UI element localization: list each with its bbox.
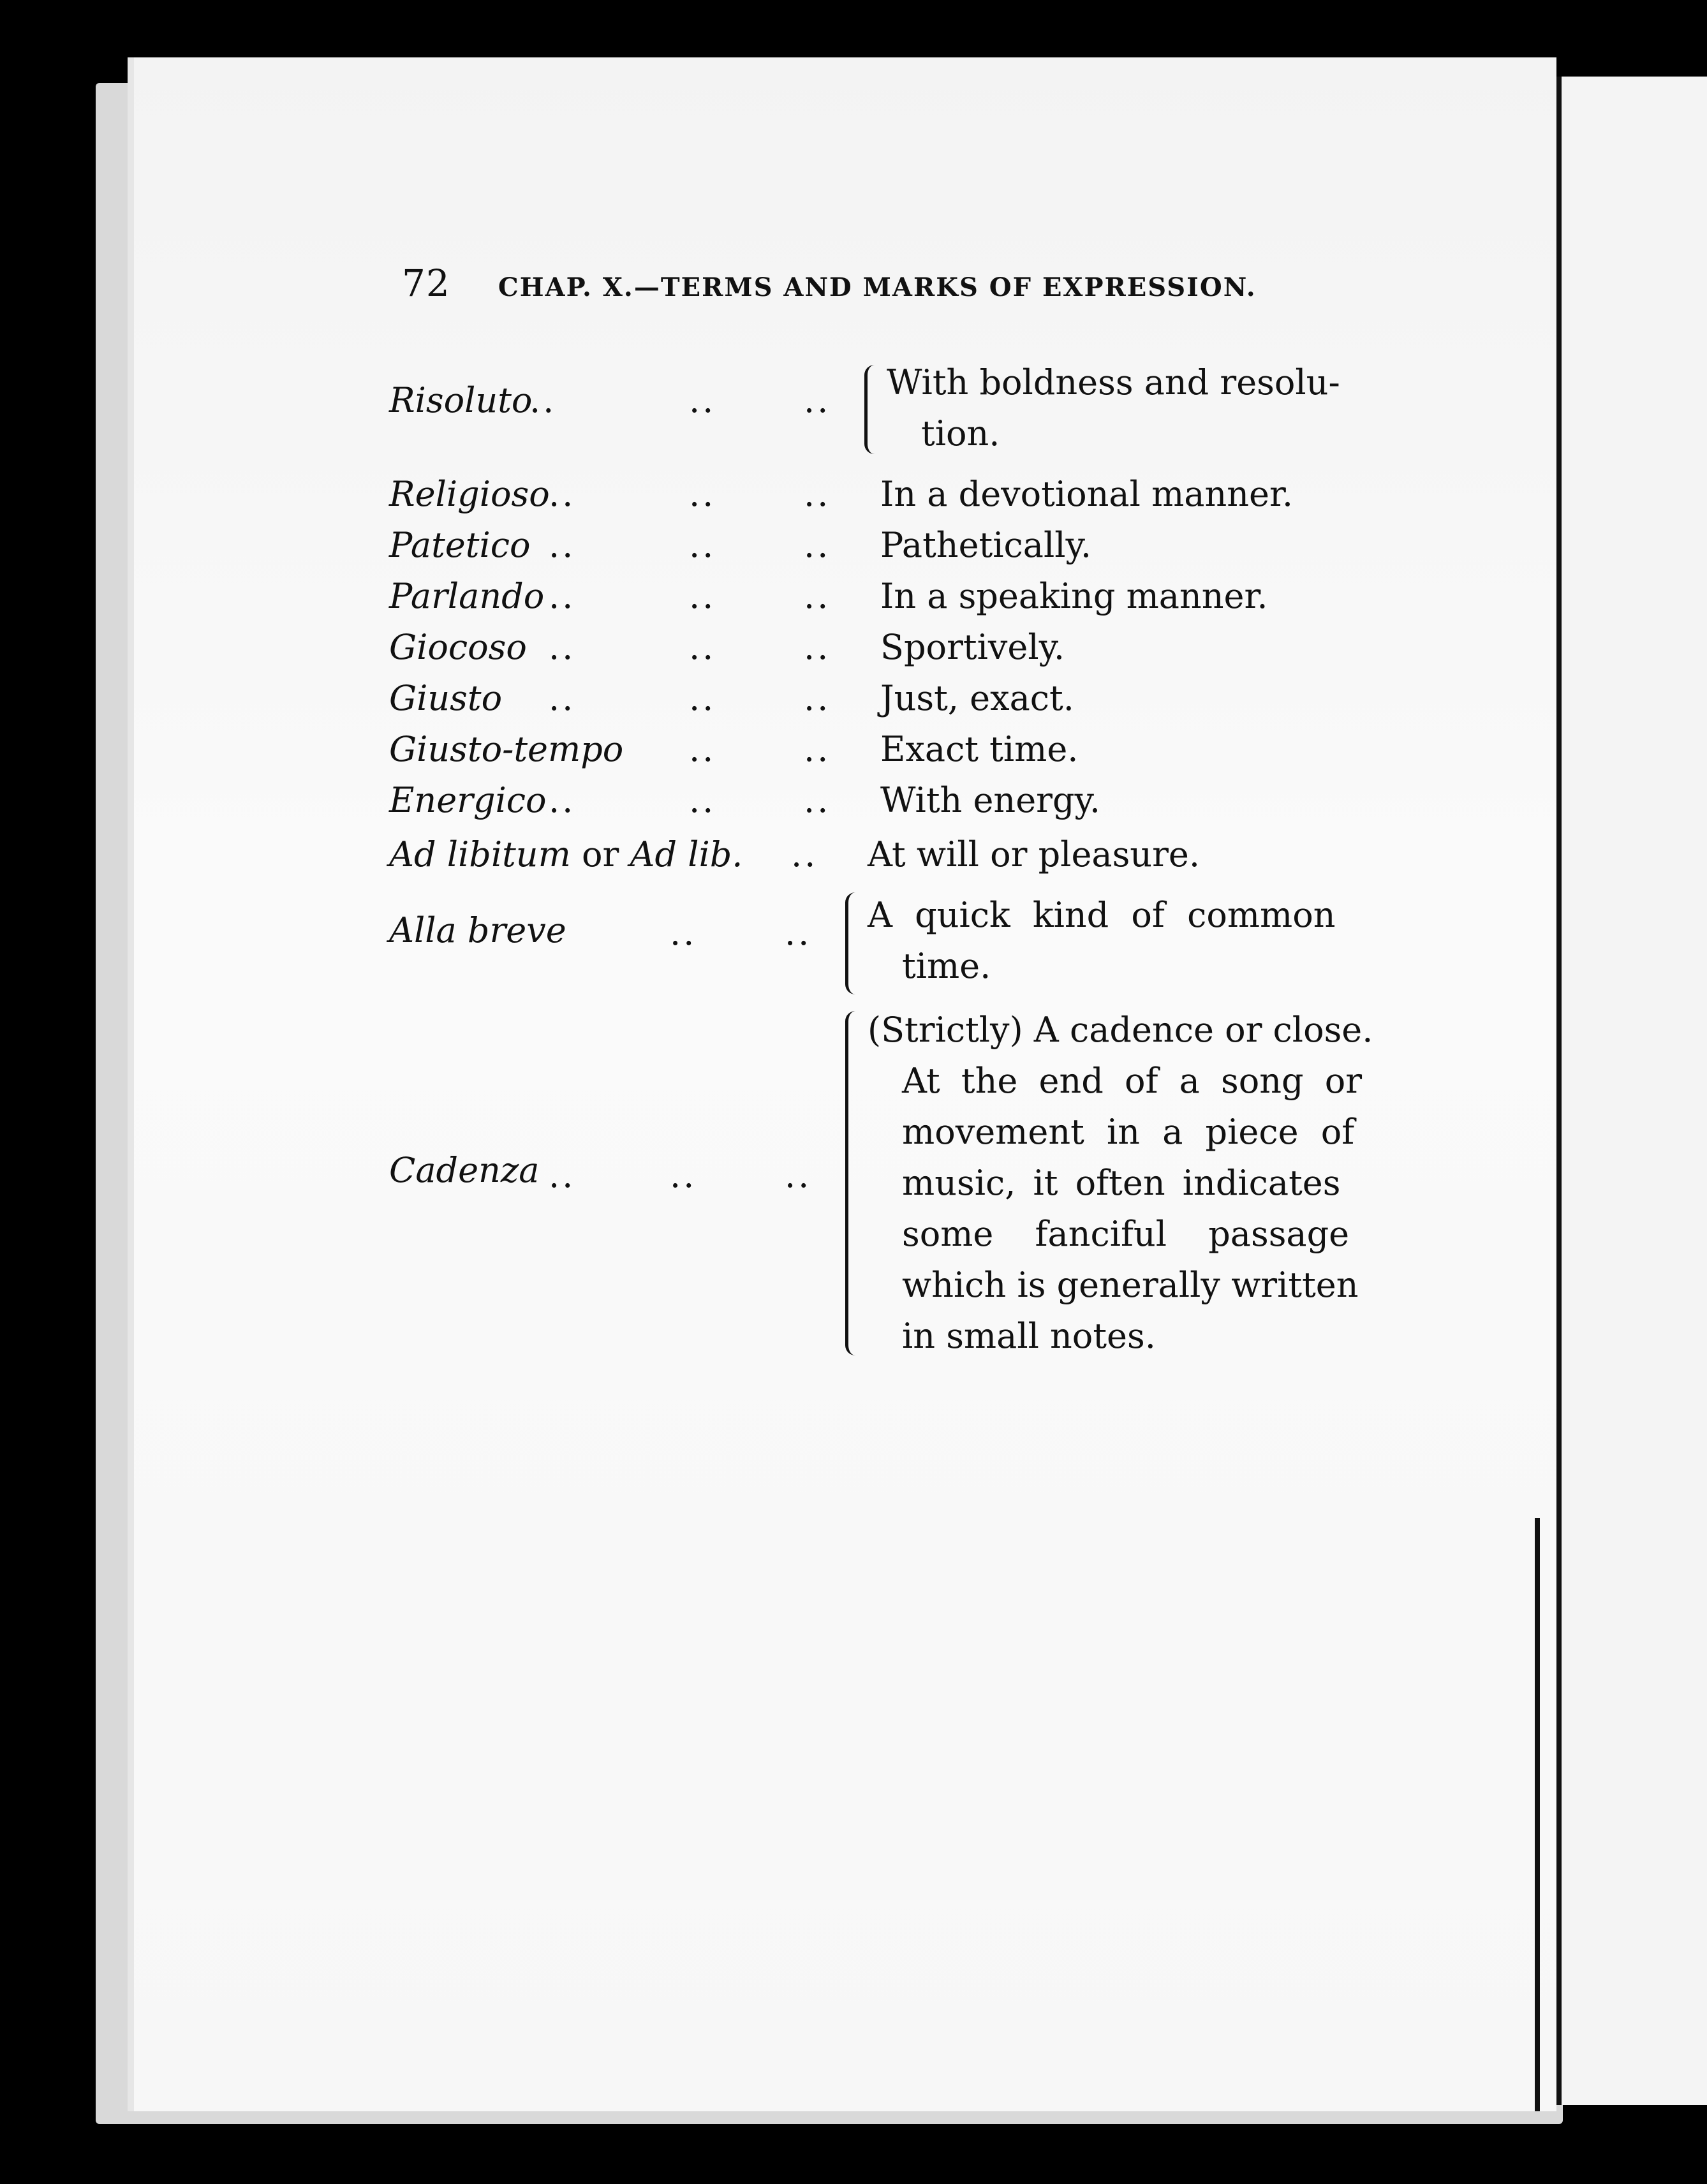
definition-line: in small notes. [902, 1316, 1156, 1356]
term: Cadenza [389, 1150, 540, 1190]
definition: Pathetically. [880, 525, 1091, 565]
term: Risoluto [389, 380, 533, 420]
term [389, 829, 743, 880]
definition-line: movement in a piece of [902, 1112, 1355, 1152]
glossary-entry-giusto-tempo [389, 724, 1359, 775]
definition-line: music, it often indicates [902, 1163, 1341, 1203]
dot-leader: .. [689, 474, 716, 514]
term: Giusto-tempo [389, 729, 624, 769]
dot-leader: .. [689, 780, 716, 820]
definition-line: (Strictly) A cadence or close. [868, 1010, 1373, 1050]
dot-leader: .. [549, 525, 576, 565]
definition [868, 890, 1352, 992]
term-main: Ad libitum [389, 834, 571, 874]
dot-leader: .. [804, 525, 831, 565]
dot-leader: .. [689, 627, 716, 667]
dot-leader: .. [804, 627, 831, 667]
chapter-title: CHAP. X.—TERMS AND MARKS OF EXPRESSION. [498, 272, 1257, 302]
dot-leader: .. [804, 729, 831, 769]
definition: Exact time. [880, 729, 1079, 769]
dot-leader: .. [689, 525, 716, 565]
dot-leader: .. [804, 474, 831, 514]
definition: At will or pleasure. [868, 834, 1201, 874]
dot-leader: .. [791, 834, 818, 874]
definition-line: A quick kind of common [868, 895, 1336, 935]
dot-leader: .. [785, 1155, 812, 1195]
glossary-entry-ad-libitum [389, 829, 1359, 880]
glossary-entry-risoluto [389, 357, 1359, 466]
page-number: 72 [402, 262, 450, 305]
term: Alla breve [389, 910, 566, 950]
glossary-entry-giocoso [389, 622, 1359, 673]
definition: Sportively. [880, 627, 1065, 667]
definition-line: some fanciful passage [902, 1214, 1350, 1254]
definition: Just, exact. [880, 678, 1074, 718]
dot-leader: .. [804, 678, 831, 718]
glossary-entry-energico [389, 775, 1359, 826]
dot-leader: .. [804, 380, 831, 420]
dot-leader: .. [804, 780, 831, 820]
dot-leader: .. [689, 380, 716, 420]
dot-leader: .. [549, 627, 576, 667]
dot-leader: .. [529, 380, 557, 420]
definition-line: tion. [921, 413, 1000, 454]
dot-leader: .. [549, 576, 576, 616]
dot-leader: .. [670, 1155, 697, 1195]
term: Giusto [389, 678, 503, 718]
dot-leader: .. [549, 1155, 576, 1195]
definition: In a speaking manner. [880, 576, 1268, 616]
term: Parlando [389, 576, 545, 616]
glossary-entry-giusto [389, 673, 1359, 724]
dot-leader: .. [689, 678, 716, 718]
definition-line: At the end of a song or [902, 1061, 1363, 1101]
brace [845, 892, 857, 994]
definition [868, 1005, 1373, 1362]
definition: In a devotional manner. [880, 474, 1294, 514]
running-head [402, 262, 1295, 305]
dot-leader: .. [785, 913, 812, 953]
term: Energico [389, 780, 547, 820]
term-joiner: or [581, 834, 619, 874]
definition-line: time. [902, 946, 991, 986]
glossary-entry-patetico [389, 520, 1359, 571]
glossary-entry-religioso [389, 469, 1359, 520]
dot-leader: .. [804, 576, 831, 616]
glossary-entry-parlando [389, 571, 1359, 622]
dot-leader: .. [689, 729, 716, 769]
term: Patetico [389, 525, 531, 565]
glossary-entry-cadenza [389, 1005, 1373, 1375]
definition-line: With boldness and resolu- [887, 362, 1340, 402]
brace [864, 365, 876, 454]
facing-page-edge [1556, 77, 1707, 2105]
definition: With energy. [880, 780, 1101, 820]
dot-leader: .. [689, 576, 716, 616]
glossary-entry-alla-breve [389, 890, 1359, 1005]
dot-leader: .. [549, 678, 576, 718]
brace [845, 1011, 857, 1355]
dot-leader: .. [670, 913, 697, 953]
dot-leader: .. [549, 780, 576, 820]
gutter-shadow [1535, 1518, 1540, 2111]
dot-leader: .. [549, 474, 576, 514]
definition [887, 357, 1371, 459]
definition-line: which is generally written [902, 1265, 1359, 1305]
term-alt: Ad lib. [630, 834, 743, 874]
term: Giocoso [389, 627, 527, 667]
term: Religioso [389, 474, 550, 514]
